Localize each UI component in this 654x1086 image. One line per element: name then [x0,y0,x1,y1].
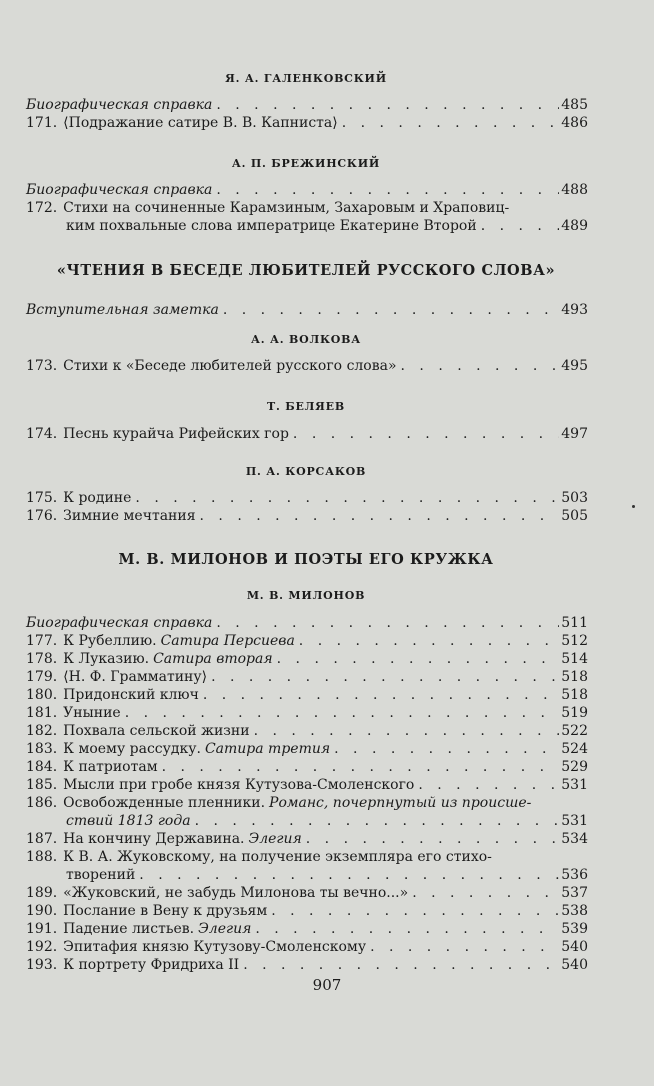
entry-title: Стихи на сочиненные Карамзиным, Захаровым и Храповиц- [63,200,510,216]
toc-entry [26,357,588,375]
print-speck [632,505,635,508]
entry-title: Эпитафия князю Кутузову-Смоленскому [63,939,367,955]
entry-subtitle: Сатира вторая [153,651,273,667]
entry-title: Вступительная заметка [26,302,219,318]
entry-number: 188. [26,849,58,865]
dot-leader [342,114,560,132]
entry-page: 539 [561,921,588,937]
entry-title: Мысли при гробе князя Кутузова-Смоленского [63,777,415,793]
entry-number: 189. [26,885,58,901]
toc-entry [26,632,588,650]
entry-number: 183. [26,741,58,757]
toc-entry-continuation [66,217,588,235]
entry-page: 522 [561,723,588,739]
dot-leader [139,866,559,884]
entry-page: 485 [561,97,588,113]
dot-leader [195,812,560,830]
dot-leader [255,920,559,938]
entry-title: Биографическая справка [26,182,213,198]
dot-leader [271,902,559,920]
toc-entry [26,920,588,938]
entry-number: 173. [26,358,58,374]
entry-title: К патриотам [63,759,158,775]
entry-page: 505 [561,508,588,524]
toc-entry-continuation [66,866,588,884]
entry-title: Стихи к «Беседе любителей русского слова» [63,358,397,374]
entry-title: ствий 1813 года [66,813,191,829]
toc-entry [26,938,588,956]
entry-title: Уныние [63,705,121,721]
entry-page: 514 [561,651,588,667]
dot-leader [243,956,559,974]
dot-leader [162,758,560,776]
author-heading: А. П. БРЕЖИНСКИЙ [231,157,381,170]
entry-page: 531 [561,813,588,829]
dot-leader [223,301,559,319]
toc-entry [26,668,588,686]
entry-number: 177. [26,633,58,649]
toc-entry [26,956,588,974]
toc-entry [26,686,588,704]
dot-leader [216,181,559,199]
entry-page: 536 [561,867,588,883]
author-heading: П. А. КОРСАКОВ [245,465,367,478]
entry-title: ким похвальные слова императрице Екатерине Второй [66,218,477,234]
entry-title: Освобожденные пленники. [63,795,266,811]
toc-entry [26,489,588,507]
toc-entry [26,650,588,668]
entry-subtitle: Сатира третия [204,741,331,757]
entry-number: 191. [26,921,58,937]
entry-title: творений [66,867,136,883]
dot-leader [293,425,559,443]
entry-subtitle: Элегия [198,921,252,937]
author-heading: М. В. МИЛОНОВ [246,589,366,602]
dot-leader [306,830,559,848]
entry-title: Падение листьев. [63,921,195,937]
entry-page: 529 [561,759,588,775]
dot-leader [370,938,559,956]
entry-number: 185. [26,777,58,793]
entry-title: Похвала сельской жизни [63,723,250,739]
toc-entry [26,722,588,740]
toc-entry [26,776,588,794]
entry-subtitle: Элегия [248,831,302,847]
entry-title: К моему рассудку. [63,741,201,757]
toc-entry [26,507,588,525]
page-number: 907 [312,976,342,994]
entry-page: 540 [561,957,588,973]
dot-leader [200,507,560,525]
entry-page: 511 [561,615,588,631]
dot-leader [125,704,560,722]
dot-leader [216,614,559,632]
entry-title: К портрету Фридриха II [63,957,240,973]
entry-page: 512 [561,633,588,649]
entry-title: К родине [63,490,132,506]
entry-page: 488 [561,182,588,198]
dot-leader [135,489,559,507]
entry-page: 493 [561,302,588,318]
entry-number: 181. [26,705,58,721]
toc-entry [26,902,588,920]
entry-page: 518 [561,687,588,703]
entry-page: 531 [561,777,588,793]
entry-title: Биографическая справка [26,97,213,113]
entry-page: 497 [561,426,588,442]
entry-number: 192. [26,939,58,955]
entry-title: ⟨Н. Ф. Грамматину⟩ [63,669,208,685]
dot-leader [412,884,559,902]
entry-page: 503 [561,490,588,506]
toc-entry [26,758,588,776]
toc-entry [26,301,588,319]
entry-title: К В. А. Жуковскому, на получение экземпляра его стихо- [63,849,492,865]
section-heading: М. В. МИЛОНОВ И ПОЭТЫ ЕГО КРУЖКА [118,551,494,568]
toc-entry [26,181,588,199]
entry-number: 187. [26,831,58,847]
author-heading: А. А. ВОЛКОВА [250,333,362,346]
entry-title: ⟨Подражание сатире В. В. Капниста⟩ [63,115,338,131]
entry-page: 486 [561,115,588,131]
entry-title: Биографическая справка [26,615,213,631]
entry-number: 190. [26,903,58,919]
entry-page: 524 [561,741,588,757]
toc-entry [26,614,588,632]
entry-subtitle: Сатира Персиева [160,633,295,649]
section-heading: «ЧТЕНИЯ В БЕСЕДЕ ЛЮБИТЕЛЕЙ РУССКОГО СЛОВА» [56,262,556,279]
dot-leader [254,722,560,740]
entry-number: 172. [26,200,58,216]
entry-number: 179. [26,669,58,685]
entry-number: 182. [26,723,58,739]
author-heading: Я. А. ГАЛЕНКОВСКИЙ [225,72,387,85]
entry-title: Песнь курайча Рифейских гор [63,426,289,442]
entry-subtitle: Романс, почерпнутый из происше- [269,795,532,811]
dot-leader [481,217,560,235]
toc-entry [26,884,588,902]
author-heading: Т. БЕЛЯЕВ [267,400,345,413]
toc-entry [26,199,588,217]
entry-title: К Луказию. [63,651,150,667]
entry-number: 175. [26,490,58,506]
dot-leader [203,686,559,704]
entry-page: 538 [561,903,588,919]
entry-page: 534 [561,831,588,847]
entry-number: 193. [26,957,58,973]
toc-entry-continuation [66,812,588,830]
toc-entry [26,425,588,443]
dot-leader [211,668,559,686]
entry-title: «Жуковский, не забудь Милонова ты вечно...» [63,885,409,901]
entry-title: Зимние мечтания [63,508,196,524]
entry-page: 489 [561,218,588,234]
toc-entry [26,96,588,114]
toc-entry [26,114,588,132]
dot-leader [299,632,559,650]
entry-page: 540 [561,939,588,955]
entry-number: 186. [26,795,58,811]
dot-leader [216,96,559,114]
dot-leader [401,357,560,375]
entry-title: Придонский ключ [63,687,199,703]
entry-title: К Рубеллию. [63,633,157,649]
toc-entry [26,740,588,758]
dot-leader [277,650,560,668]
toc-entry [26,704,588,722]
entry-page: 519 [561,705,588,721]
entry-number: 178. [26,651,58,667]
entry-page: 537 [561,885,588,901]
entry-title: Послание в Вену к друзьям [63,903,268,919]
entry-number: 184. [26,759,58,775]
entry-page: 495 [561,358,588,374]
dot-leader [334,740,559,758]
entry-page: 518 [561,669,588,685]
entry-number: 176. [26,508,58,524]
dot-leader [418,776,559,794]
entry-number: 174. [26,426,58,442]
entry-title: На кончину Державина. [63,831,245,847]
toc-entry [26,830,588,848]
entry-number: 171. [26,115,58,131]
entry-number: 180. [26,687,58,703]
toc-entry [26,848,588,866]
toc-entry [26,794,588,812]
